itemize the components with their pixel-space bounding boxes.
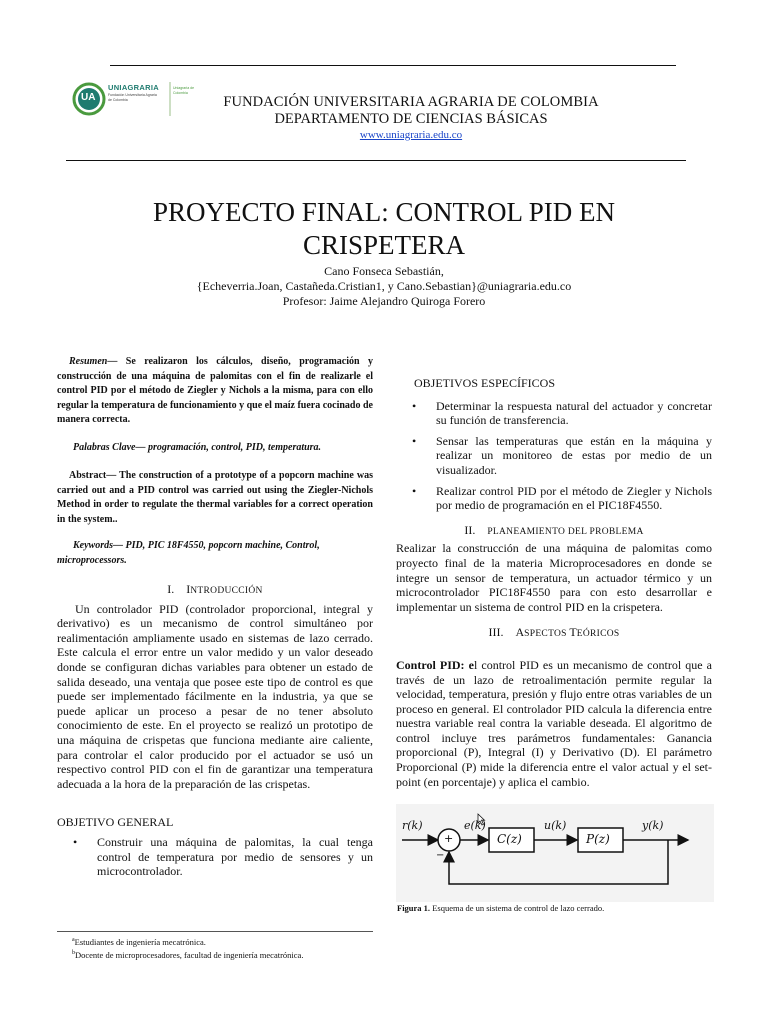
label-p: P(z): [586, 832, 610, 846]
footnote-separator: [57, 931, 373, 932]
list-item: [396, 434, 712, 478]
bullet-icon: •: [73, 834, 78, 849]
figure-caption-text: Esquema de un sistema de control de lazo cerrado.: [430, 903, 605, 913]
paper-title: [0, 196, 768, 262]
title-line-2: CRISPETERA: [302, 230, 466, 260]
list-item-text: Sensar las temperaturas que están en la máquina y realizar un monitoreo de estas por medio de un visualizador.: [436, 433, 712, 477]
label-plus: +: [444, 832, 454, 845]
logo-badge: UA: [81, 92, 96, 103]
section-2-text: Realizar la construcción de una máquina de palomitas como proyecto final de la materia Microprocesadores en donde se integre un sensor de temperatura, un actuador térmico y un microcontrolador PIC18F4550 para con esto desarrollar e implementar un sistema de control PID en la crispetera.: [396, 541, 712, 614]
objetivos-especificos-title: OBJETIVOS ESPECÍFICOS: [414, 376, 556, 390]
department-name: DEPARTAMENTO DE CIENCIAS BÁSICAS: [274, 111, 548, 127]
palabras-clave: Palabras Clave— programación, control, PID, temperatura.: [73, 441, 322, 453]
university-logo: [72, 76, 196, 122]
section-2-heading: [396, 523, 712, 540]
figure-1-caption: [397, 903, 604, 914]
control-pid-text: l control PID es un mecanismo de control que a través de un lazo de retroalimentación permite regular la velocidad, temperatura, presión y flujo entre otras variables de un proceso en general. El controlador PID calcula la diferencia entre nuestra variable real contra la variable deseada. El algoritmo de control incluye tres parámetros fundamentales: Ganancia proporcional (P), Integral (I) y Derivativo (D). El parámetro Proporcional (P) mide la diferencia entre el valor actual y el set-point (en porcentaje) y aplica el cambio.: [396, 657, 712, 789]
bullet-icon: •: [412, 483, 417, 498]
section-3-cap-t: T: [569, 625, 577, 640]
footnote-a-mark: a: [72, 937, 75, 943]
professor: Profesor: Jaime Alejandro Quiroga Forero: [282, 294, 486, 308]
logo-sub1: Fundación Universitaria Agraria: [108, 93, 157, 97]
list-item-text: Construir una máquina de palomitas, la cual tenga control de temperatura por medio de sensores y un microcontrolador.: [97, 834, 373, 879]
label-e: e(k): [464, 819, 486, 832]
list-item: [396, 399, 712, 428]
footnote-a: [72, 935, 303, 948]
objetivo-general-title: OBJETIVO GENERAL: [57, 815, 174, 830]
logo-side: Uniagraria de Colombia: [173, 86, 195, 95]
top-rule: [110, 65, 676, 66]
section-3-cap-a: A: [515, 625, 525, 640]
institution-name: FUNDACIÓN UNIVERSITARIA AGRARIA DE COLOMBIA: [223, 94, 599, 110]
footnote-b-text: Docente de microprocesadores, facultad de ingeniería mecatrónica.: [75, 949, 304, 960]
right-column: [396, 376, 712, 789]
left-column: [57, 355, 373, 879]
label-c: C(z): [497, 832, 522, 846]
bullet-icon: •: [412, 398, 417, 413]
author-name: Cano Fonseca Sebastián,: [324, 264, 444, 278]
control-pid-label: Control PID: e: [396, 657, 474, 672]
section-1-cap: I: [186, 582, 191, 596]
logo-brand: UNIAGRARIA: [108, 83, 159, 92]
section-1-rest: NTRODUCCIÓN: [190, 586, 263, 596]
abstract: [57, 469, 373, 527]
author-emails: {Echeverria.Joan, Castañeda.Cristian1, y Cano.Sebastian}@uniagraria.edu.co: [196, 279, 572, 293]
objetivo-general-list: [57, 835, 373, 879]
section-1-number: I.: [167, 582, 175, 596]
footnote-b: [72, 948, 303, 961]
resumen: [57, 355, 373, 428]
figure-label: Figura 1.: [397, 903, 431, 913]
institution-header: [200, 94, 622, 143]
section-3-heading: [396, 625, 712, 642]
objetivos-especificos-list: [396, 399, 712, 513]
introduction-text: Un controlador PID (controlador proporcional, integral y derivativo) es un mecanismo de control simultáneo por realimentación ampliamente usado en sistemas de lazo cerrado. Este calcula el error entre un valor medido y un valor deseado donde se configuran dichas variables para obtener un estado de salida deseado, una ventaja que posee este tipo de control es que puede ser implementado fácilmente en la industria, ya que se puede aplicar un proceso a pesar de no tener absoluto conocimiento de este. En el proyecto se realizó un prototipo de una máquina de crispetas que funciona mediante aire caliente, para controlar el calor producido por el actuador se usó un respectivo control PID con el fin de garantizar una temperatura adecuada a la hora de la preparación de las crispetas.: [57, 601, 373, 791]
resumen-label: Resumen: [69, 356, 108, 367]
author-block: [0, 264, 768, 309]
resumen-text: — Se realizaron los cálculos, diseño, programación y construcción de una máquina de palomitas con el fin de realizarle el control PID por el método de Ziegler y Nichols a la misma, para con ello regular la temperatura de funcionamiento y que el maíz fuera cocinado de manera correcta.: [57, 356, 373, 425]
feedback-path: [449, 840, 668, 884]
footnote-a-text: Estudiantes de ingeniería mecatrónica.: [74, 936, 206, 947]
section-2-title: PLANEAMIENTO DEL PROBLEMA: [487, 526, 644, 537]
list-item: [57, 835, 373, 879]
section-3-number: III.: [488, 625, 504, 640]
label-u: u(k): [544, 819, 567, 832]
section-2-number: II.: [464, 522, 476, 537]
figure-1-block-diagram: [396, 804, 714, 902]
label-minus: −: [436, 850, 445, 861]
control-pid-paragraph: [396, 658, 712, 789]
keywords: Keywords— PID, PIC 18F4550, popcorn machine, Control, microprocessors.: [57, 540, 320, 566]
footnotes: [72, 935, 303, 961]
footnote-b-mark: b: [72, 949, 75, 956]
label-r: r(k): [402, 819, 423, 832]
list-item-text: Realizar control PID por el método de Ziegler y Nichols por medio de programación en el PIC18F4550.: [436, 483, 712, 513]
label-y: y(k): [642, 819, 664, 832]
section-1-heading: [57, 582, 373, 599]
list-item-text: Determinar la respuesta natural del actuador y concretar su función de transferencia.: [436, 398, 712, 428]
logo-sub2: de Colombia: [108, 98, 128, 102]
list-item: [396, 484, 712, 513]
section-3-rest-a: SPECTOS: [524, 629, 570, 640]
website-link[interactable]: www.uniagraria.edu.co: [359, 129, 463, 141]
abstract-label: Abstract: [69, 470, 107, 481]
title-line-1: PROYECTO FINAL: CONTROL PID EN: [152, 197, 616, 227]
bullet-icon: •: [412, 433, 417, 448]
abstract-text: — The construction of a prototype of a popcorn machine was carried out and a PID control was carried out using the Ziegler-Nichols Method in order to regulate the thermal variables for a correct operation in the system..: [57, 470, 373, 525]
header-bottom-rule: [66, 160, 686, 161]
section-3-rest-t: EÓRICOS: [576, 629, 620, 640]
